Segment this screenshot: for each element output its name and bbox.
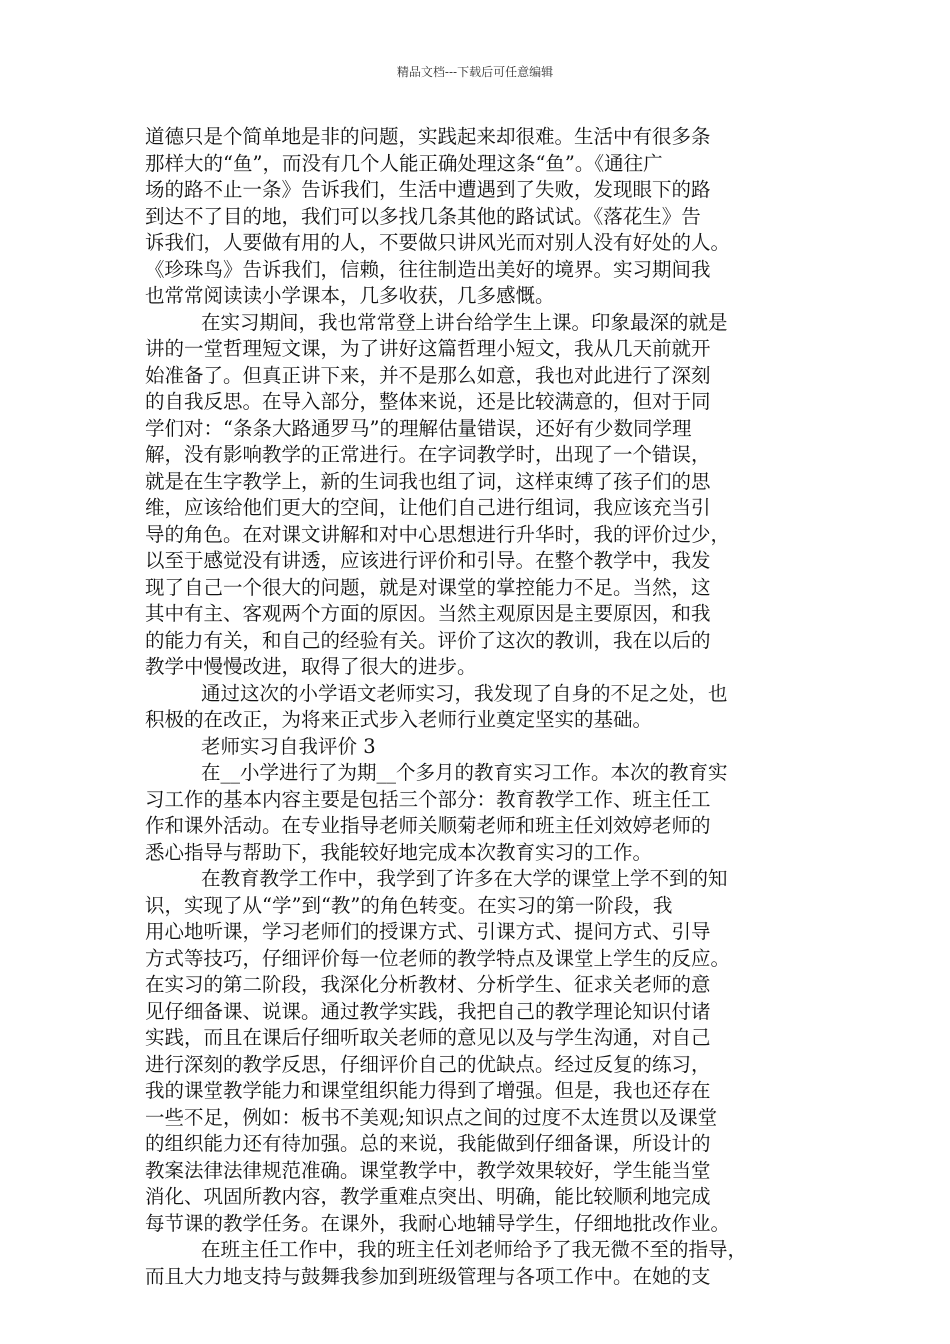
text-line: 讲的一堂哲理短文课，为了讲好这篇哲理小短文，我从几天前就开 [145, 337, 711, 360]
text-line: 积极的在改正，为将来正式步入老师行业奠定坚实的基础。 [145, 708, 653, 731]
text-line: 在教育教学工作中，我学到了许多在大学的课堂上学不到的知 [201, 867, 728, 890]
text-line: 那样大的“鱼”，而没有几个人能正确处理这条“鱼”。《通往广 [145, 151, 663, 175]
text-line: 一些不足，例如：板书不美观;知识点之间的过度不太连贯以及课堂 [145, 1105, 718, 1129]
text-line: 在班主任工作中，我的班主任刘老师给予了我无微不至的指导， [201, 1238, 748, 1261]
text-line: 在__小学进行了为期__个多月的教育实习工作。本次的教育实 [201, 761, 728, 784]
text-line: 在实习的第二阶段，我深化分析教材、分析学生、征求关老师的意 [145, 973, 711, 996]
text-line: 道德只是个简单地是非的问题，实践起来却很难。生活中有很多条 [145, 125, 711, 148]
text-line: 维，应该给他们更大的空间，让他们自己进行组词，我应该充当引 [145, 496, 711, 519]
text-line: 实践，而且在课后仔细听取关老师的意见以及与学生沟通，对自己 [145, 1026, 711, 1049]
text-line: 习工作的基本内容主要是包括三个部分：教育教学工作、班主任工 [145, 787, 711, 811]
text-line: 解，没有影响教学的正常进行。在字词教学时，出现了一个错误， [145, 443, 711, 466]
text-line: 就是在生字教学上，新的生词我也组了词，这样束缚了孩子们的思 [145, 469, 711, 493]
text-line: 到达不了目的地，我们可以多找几条其他的路试试。《落花生》告 [145, 204, 701, 228]
text-line: 我的课堂教学能力和课堂组织能力得到了增强。但是，我也还存在 [145, 1079, 711, 1102]
text-line: 的组织能力还有待加强。总的来说，我能做到仔细备课，所设计的 [145, 1132, 711, 1155]
text-line: 在实习期间，我也常常登上讲台给学生上课。印象最深的就是 [201, 310, 728, 334]
document-body [145, 124, 815, 1290]
text-line: 始准备了。但真正讲下来，并不是那么如意，我也对此进行了深刻 [145, 363, 711, 387]
text-line: 每节课的教学任务。在课外，我耐心地辅导学生，仔细地批改作业。 [145, 1211, 731, 1235]
text-line: 消化、巩固所教内容，教学重难点突出、明确，能比较顺利地完成 [145, 1185, 711, 1208]
text-line: 导的角色。在对课文讲解和对中心思想进行升华时，我的评价过少， [145, 522, 731, 546]
text-line: 诉我们，人要做有用的人，不要做只讲风光而对别人没有好处的人。 [145, 231, 731, 254]
text-line: 老师实习自我评价 3 [201, 734, 376, 758]
text-line: 教学中慢慢改进，取得了很大的进步。 [145, 655, 477, 678]
text-line: 进行深刻的教学反思，仔细评价自己的优缺点。经过反复的练习， [145, 1052, 711, 1076]
text-line: 学们对：“条条大路通罗马”的理解估量错误，还好有少数同学理 [145, 416, 692, 440]
text-line: 作和课外活动。在专业指导老师关顺菊老师和班主任刘效婷老师的 [145, 814, 711, 837]
text-line: 的能力有关，和自己的经验有关。评价了这次的教训，我在以后的 [145, 628, 711, 652]
text-line: 以至于感觉没有讲透，应该进行评价和引导。在整个教学中，我发 [145, 549, 711, 572]
text-line: 也常常阅读读小学课本，几多收获，几多感慨。 [145, 284, 555, 307]
text-line: 其中有主、客观两个方面的原因。当然主观原因是主要原因，和我 [145, 602, 711, 625]
text-line: 方式等技巧，仔细评价每一位老师的教学特点及课堂上学生的反应。 [145, 946, 731, 970]
page-header: 精品文档---下载后可任意编辑 [396, 65, 554, 79]
text-line: 而且大力地支持与鼓舞我参加到班级管理与各项工作中。在她的支 [145, 1264, 711, 1288]
text-line: 识，实现了从“学”到“教”的角色转变。在实习的第一阶段，我 [145, 893, 673, 917]
text-line: 场的路不止一条》告诉我们，生活中遭遇到了失败，发现眼下的路 [145, 178, 711, 201]
text-line: 教案法律法律规范准确。课堂教学中，教学效果较好，学生能当堂 [145, 1158, 711, 1182]
text-line: 的自我反思。在导入部分，整体来说，还是比较满意的，但对于同 [145, 390, 711, 413]
text-line: 用心地听课，学习老师们的授课方式、引课方式、提问方式、引导 [145, 920, 711, 943]
text-line: 现了自己一个很大的问题，就是对课堂的掌控能力不足。当然，这 [145, 575, 711, 599]
text-line: 通过这次的小学语文老师实习，我发现了自身的不足之处，也 [201, 681, 728, 705]
text-line: 悉心指导与帮助下，我能较好地完成本次教育实习的工作。 [145, 840, 653, 864]
text-line: 见仔细备课、说课。通过教学实践，我把自己的教学理论知识付诸 [145, 999, 711, 1023]
text-line: 《珍珠鸟》告诉我们，信赖，往往制造出美好的境界。实习期间我 [145, 257, 711, 281]
